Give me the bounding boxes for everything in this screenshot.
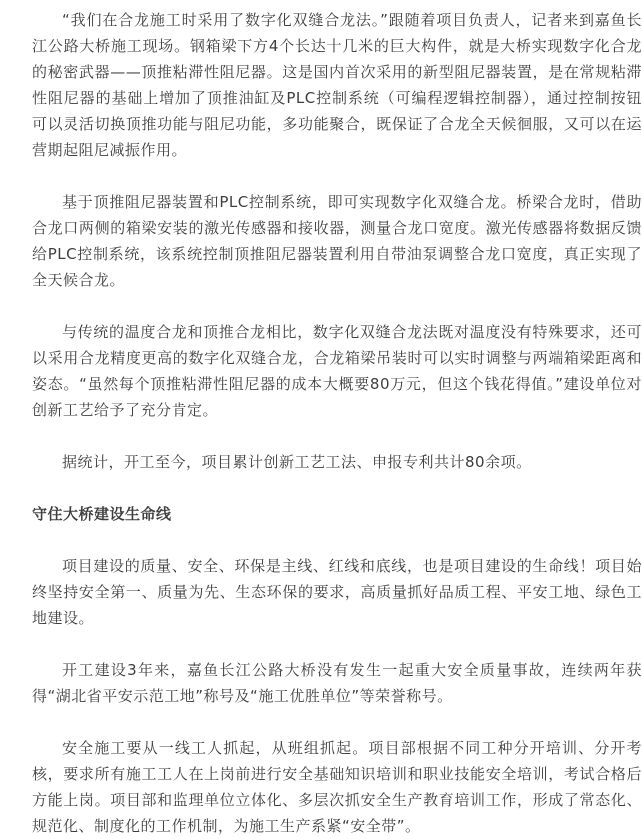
- article-paragraph: “我们在合龙施工时采用了数字化双缝合龙法。”跟随着项目负责人，记者来到嘉鱼长江公路大桥施工现场。钢箱梁下方4个长达十几米的巨大构件，就是大桥实现数字化合龙的秘密武器——顶推粘滞性阻尼器。这是国内首次采用的新型阻尼器装置，是在常规粘滞性阻尼器的基础上增加了顶推油缸及PLC控制系统（可编程逻辑控制器），通过控制按钮可以灵活切换顶推功能与阻尼功能，多功能聚合，既保证了合龙全天候徊服，又可以在运营期起阻尼减振作用。: [32, 11, 642, 159]
- article-paragraph: 开工建设3年来，嘉鱼长江公路大桥没有发生一起重大安全质量事故，连续两年获得“湖北省平安示范工地”称号及“施工优胜单位”等荣誉称号。: [32, 661, 642, 705]
- article-paragraph: 据统计，开工至今，项目累计创新工艺工法、申报专利共计80余项。: [62, 453, 532, 471]
- article-paragraph: 基于顶推阻尼器装置和PLC控制系统，即可实现数字化双缝合龙。桥梁合龙时，借助合龙口两侧的箱梁安装的激光传感器和接收器，测量合龙口宽度。激光传感器将数据反馈给PLC控制系统，该系统控制顶推阻尼器装置利用自带油泵调整合龙口宽度，真正实现了全天候合龙。: [32, 193, 642, 289]
- article-paragraph: 与传统的温度合龙和顶推合龙相比，数字化双缝合龙法既对温度没有特殊要求，还可以采用合龙精度更高的数字化双缝合龙，合龙箱梁吊装时可以实时调整与两端箱梁距离和姿态。“虽然每个顶推粘滞性阻尼器的成本大概要80万元，但这个钱花得值。”建设单位对创新工艺给予了充分肯定。: [32, 323, 642, 419]
- article-paragraph: 安全施工要从一线工人抓起，从班组抓起。项目部根据不同工种分开培训、分开考核，要求所有施工工人在上岗前进行安全基础知识培训和职业技能安全培训，考试合格后方能上岗。项目部和监理单位立体化、多层次抓安全生产教育培训工作，形成了常态化、规范化、制度化的工作机制，为施工生产系紧“安全带”。: [32, 739, 642, 835]
- article-paragraph: 项目建设的质量、安全、环保是主线、红线和底线，也是项目建设的生命线！项目始终坚持安全第一、质量为先、生态环保的要求，高质量抓好品质工程、平安工地、绿色工地建设。: [32, 557, 642, 627]
- section-heading: 守住大桥建设生命线: [32, 505, 172, 523]
